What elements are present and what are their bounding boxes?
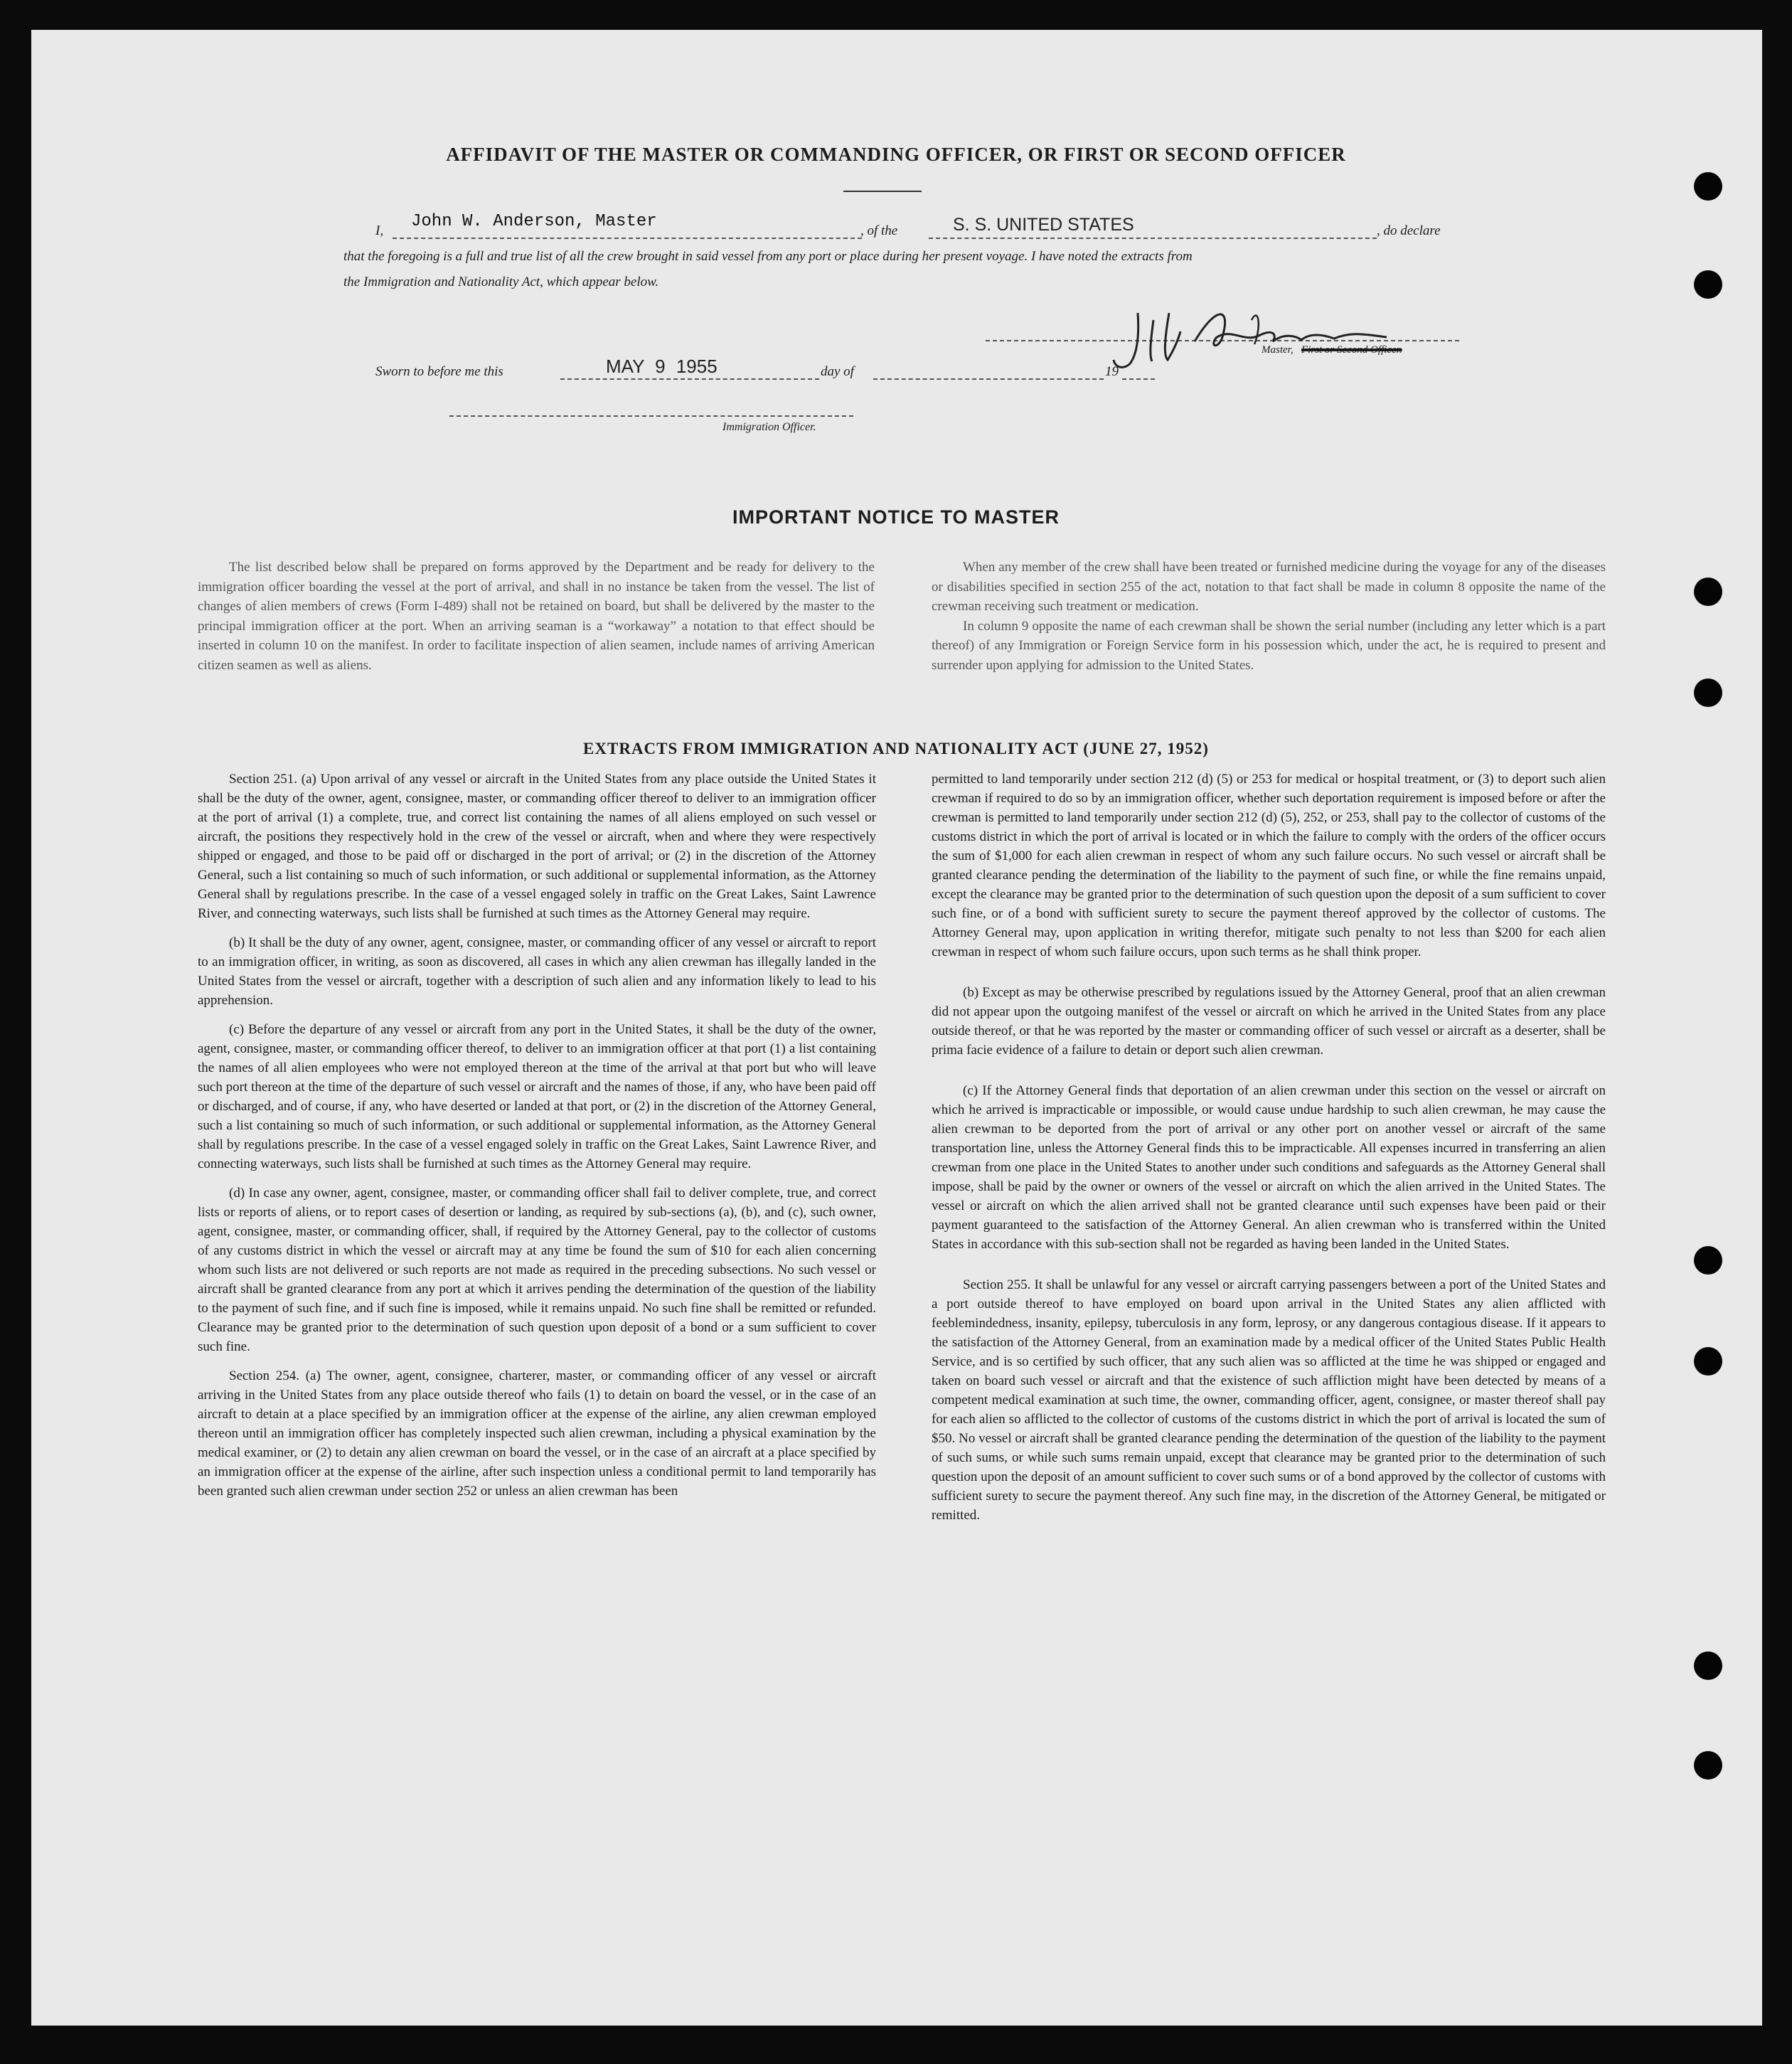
sworn-date-stamp: MAY 9 1955 [606, 356, 718, 377]
officer-line [449, 415, 853, 417]
extract-paragraph: Section 255. It shall be unlawful for any vessel or aircraft carrying passengers between a port of the United States and a port outside thereof to have employed on board upon arrival in the United States any alien afflicted with feeblemindedness, insanity, epilepsy, tuberculosis in any form, leprosy, or any dangerous contagious disease. If it appears to the satisfaction of the Attorney General, from an examination made by a medical officer of the United States Public Health Service, and is so certified by such officer, that any such alien was so afflicted at the time he was shipped or engaged and taken on board such vessel or aircraft and that the existence of such affliction might have been detected by means of a competent medical examination at such time, the owner, commanding officer, agent, consignee, or master thereof shall pay for each alien so afflicted to the collector of customs of the customs district in which the port of arrival is located the sum of $50. No vessel or aircraft shall be granted clearance pending the determination of the question of the liability to the payment of such sums, or while such sums remain unpaid, except that clearance may be granted prior to the determination of such question upon the deposit of an amount sufficient to cover such sums or of a bond approved by the collector of customs with sufficient surety to secure the payment thereof. Any such fine may, in the discretion of the Attorney General, be mitigated or remitted. [932, 1277, 1606, 1523]
master-signature [1109, 299, 1408, 377]
signature-caption-struck: First or Second Officer. [1301, 344, 1402, 356]
affidavit-title: AFFIDAVIT OF THE MASTER OR COMMANDING OFFICER, OR FIRST OR SECOND OFFICER [446, 144, 1346, 165]
year-line [1122, 378, 1155, 380]
signature-caption-master: Master, [1262, 344, 1294, 356]
extract-paragraph: (b) It shall be the duty of any owner, agent, consignee, master, or commanding officer of any vessel or aircraft to report to an immigration officer, in writing, as soon as discovered, all cases in which any alien crewman has illegally landed in the United States from the vessel or aircraft, together with a description of such alien and any information likely to lead to his apprehension. [198, 935, 876, 1008]
extract-paragraph: (b) Except as may be otherwise prescribed by regulations issued by the Attorney General, proof that an alien crewman did not appear upon the outgoing manifest of the vessel or aircraft on which he arrived in the United States from any place outside thereof, or that he was reported by the master or commanding officer of such vessel or aircraft as a deserter, shall be prima facie evidence of a failure to detain or deport such alien crewman. [932, 985, 1606, 1058]
binder-hole [1694, 679, 1722, 707]
declarant-name: John W. Anderson, Master [411, 212, 657, 231]
notice-right-paragraph-2: In column 9 opposite the name of each crewman shall be shown the serial number (including any letter which is a part thereof) of any Immigration or Foreign Service form in his possession which, under the act, he is required to present and surrender upon applying for admission to the United States. [932, 618, 1606, 673]
notice-left [198, 558, 875, 685]
notice-left-paragraph: The list described below shall be prepared on forms approved by the Department and be ready for delivery to the immigration officer boarding the vessel at the port of arrival, and shall in no instance be taken from the vessel. The list of changes of alien members of crews (Form I-489) shall not be retained on board, but shall be delivered by the master to the principal immigration officer at the port. When an arriving seaman is a “workaway” a notation to that effect should be inserted in column 10 on the manifest. In order to facilitate inspection of alien seamen, include names of arriving American citizen seamen as well as aliens. [198, 560, 875, 673]
extract-paragraph: (c) Before the departure of any vessel or aircraft from any port in the United States, it shall be the duty of the owner, agent, consignee, master, or commanding officer thereof, to deliver to an immigration officer at that port (1) a list containing the names of all alien employees who were not employed thereon at the time of the arrival at that port but who will leave such port thereon at the time of the departure of such vessel or aircraft and the names of those, if any, who have been paid off or discharged, and of course, if any, who have deserted or landed at that port, or (2) in the discretion of the Attorney General, such a list containing so much of such information, or such additional or supplemental information, as the Attorney General shall by regulations prescribe. In the case of a vessel engaged solely in traffic on the Great Lakes, Saint Lawrence River, and connecting waterways, such lists shall be furnished at such times as the Attorney General may require. [198, 1022, 876, 1171]
sworn-date-line [560, 378, 819, 380]
statement-line-1: that the foregoing is a full and true list of all the crew brought in said vessel from any port or place during her present voyage. I have noted the extracts from [343, 249, 1193, 264]
notice-right-paragraph-1: When any member of the crew shall have been treated or furnished medicine during the voyage for any of the diseases or disabilities specified in section 255 of the act, notation to that fact shall be made in column 8 opposite the name of the crewman receiving such treatment or medication. [932, 560, 1606, 614]
binder-hole [1694, 1751, 1722, 1780]
extracts-left-column [198, 770, 876, 1511]
extract-paragraph: (d) In case any owner, agent, consignee, master, or commanding officer shall fail to deliver complete, true, and correct lists or reports of aliens, or to report cases of desertion or landing, as required by sub-sections (a), (b), and (c), such owner, agent, consignee, master, or commanding officer, shall, if required by the Attorney General, pay to the collector of customs of any customs district in which the vessel or aircraft may at any time be found the sum of $10 for each alien concerning whom such lists are not delivered or such reports are not made as required in the preceding subsections. No such vessel or aircraft shall be granted clearance from any port at which it arrives pending the determination of the question of the liability to the payment of such fine, and if such fine is imposed, while it remains unpaid. No such fine shall be remitted or refunded. Clearance may be granted prior to the determination of such question upon deposit of a bond or a sum sufficient to cover such fine. [198, 1186, 876, 1354]
do-declare-label: , do declare [1377, 223, 1441, 238]
vessel-line [929, 238, 1377, 239]
extract-paragraph: permitted to land temporarily under section 212 (d) (5) or 253 for medical or hospital treatment, or (3) to deport such alien crewman if required to do so by an immigration officer, whether such deportation requirement is imposed before or after the crewman is permitted to land temporarily under section 212 (d) (5), 252, or 253, shall pay to the collector of customs of the customs district in which the port of arrival is located or in which the failure to comply with the orders of the officer occurs the sum of $1,000 for each alien crewman in respect of whom any such failure occurs. No such vessel or aircraft shall be granted clearance pending the determination of the liability to the payment of such fine, or while the fine remains unpaid, except the clearance may be granted prior to the determination of such question upon the deposit of a sum sufficient to cover such fine, or of a bond with sufficient surety to secure the payment thereof approved by the collector of customs. The Attorney General may, upon application in writing therefor, mitigate such penalty to not less than $200 for each alien crewman in respect of whom such failure occurs, upon such terms as he shall think proper. [932, 772, 1606, 959]
notice-right [932, 558, 1606, 685]
binder-hole [1694, 172, 1722, 201]
year-prefix: 19 [1105, 364, 1119, 379]
binder-hole [1694, 1246, 1722, 1275]
title-rule [843, 191, 922, 192]
binder-hole [1694, 1651, 1722, 1680]
month-line [873, 378, 1104, 380]
extract-paragraph: (c) If the Attorney General finds that deportation of an alien crewman under this section on the vessel or aircraft on which he arrived is impracticable or impossible, or would cause undue hardship to such alien crewman, he may cause the alien crewman to be deported from the port of arrival or any other port on another vessel or aircraft of the same transportation line, unless the Attorney General finds this to be impracticable. All expenses incurred in transferring an alien crewman from one place in the United States to another under such conditions and safeguards as the Attorney General shall impose, shall be paid by the owner or owners of the vessel or aircraft on which the alien arrived in the United States. The vessel or aircraft on which the alien arrived shall not be granted clearance until such expenses have been paid or their payment guaranteed to the satisfaction of the Attorney General. An alien crewman who is transferred within the United States in accordance with this sub-section shall not be regarded as having been landed in the United States. [932, 1083, 1606, 1252]
of-the-label: , of the [860, 223, 898, 238]
extracts-title: EXTRACTS FROM IMMIGRATION AND NATIONALITY ACT (JUNE 27, 1952) [583, 740, 1209, 757]
declarant-line [393, 238, 862, 239]
binder-hole [1694, 1347, 1722, 1376]
sworn-label: Sworn to before me this [375, 364, 503, 379]
i-label: I, [375, 223, 384, 238]
day-of-label: day of [821, 364, 854, 379]
extracts-right-column [932, 770, 1606, 1535]
extract-paragraph: Section 254. (a) The owner, agent, consignee, charterer, master, or commanding officer of any vessel or aircraft arriving in the United States from any place outside thereof who fails (1) to detain on board the vessel, or in the case of an aircraft to detain at a place specified by an immigration officer at the expense of the airline, any alien crewman employed thereon until an immigration officer has completely inspected such alien crewman, including a physical examination by the medical examiner, or (2) to detain any alien crewman on board the vessel, or in the case of an aircraft at a place specified by an immigration officer at the expense of the airline, after such inspection unless a conditional permit to land temporarily has been granted such alien crewman under section 252 or unless an alien crewman has been [198, 1368, 876, 1499]
binder-hole [1694, 270, 1722, 299]
statement-line-2: the Immigration and Nationality Act, which appear below. [343, 275, 659, 289]
vessel-name: S. S. UNITED STATES [953, 215, 1134, 235]
extract-paragraph: Section 251. (a) Upon arrival of any vessel or aircraft in the United States from any place outside the United States it shall be the duty of the owner, agent, consignee, master, or commanding officer thereof to deliver to an immigration officer at the port of arrival (1) a complete, true, and correct list containing the names of all aliens employed on such vessel or aircraft, the positions they respectively hold in the crew of the vessel or aircraft, when and where they were respectively shipped or engaged, and those to be paid off or discharged in the port of arrival; or (2) in the discretion of the Attorney General, such a list containing so much of such information, or such additional or supplemental information, as the Attorney General shall by regulations prescribe. In the case of a vessel engaged solely in traffic on the Great Lakes, Saint Lawrence River, and connecting waterways, such lists shall be furnished at such times as the Attorney General may require. [198, 772, 876, 921]
binder-hole [1694, 578, 1722, 606]
notice-title: IMPORTANT NOTICE TO MASTER [732, 506, 1060, 528]
officer-caption: Immigration Officer. [722, 421, 816, 433]
